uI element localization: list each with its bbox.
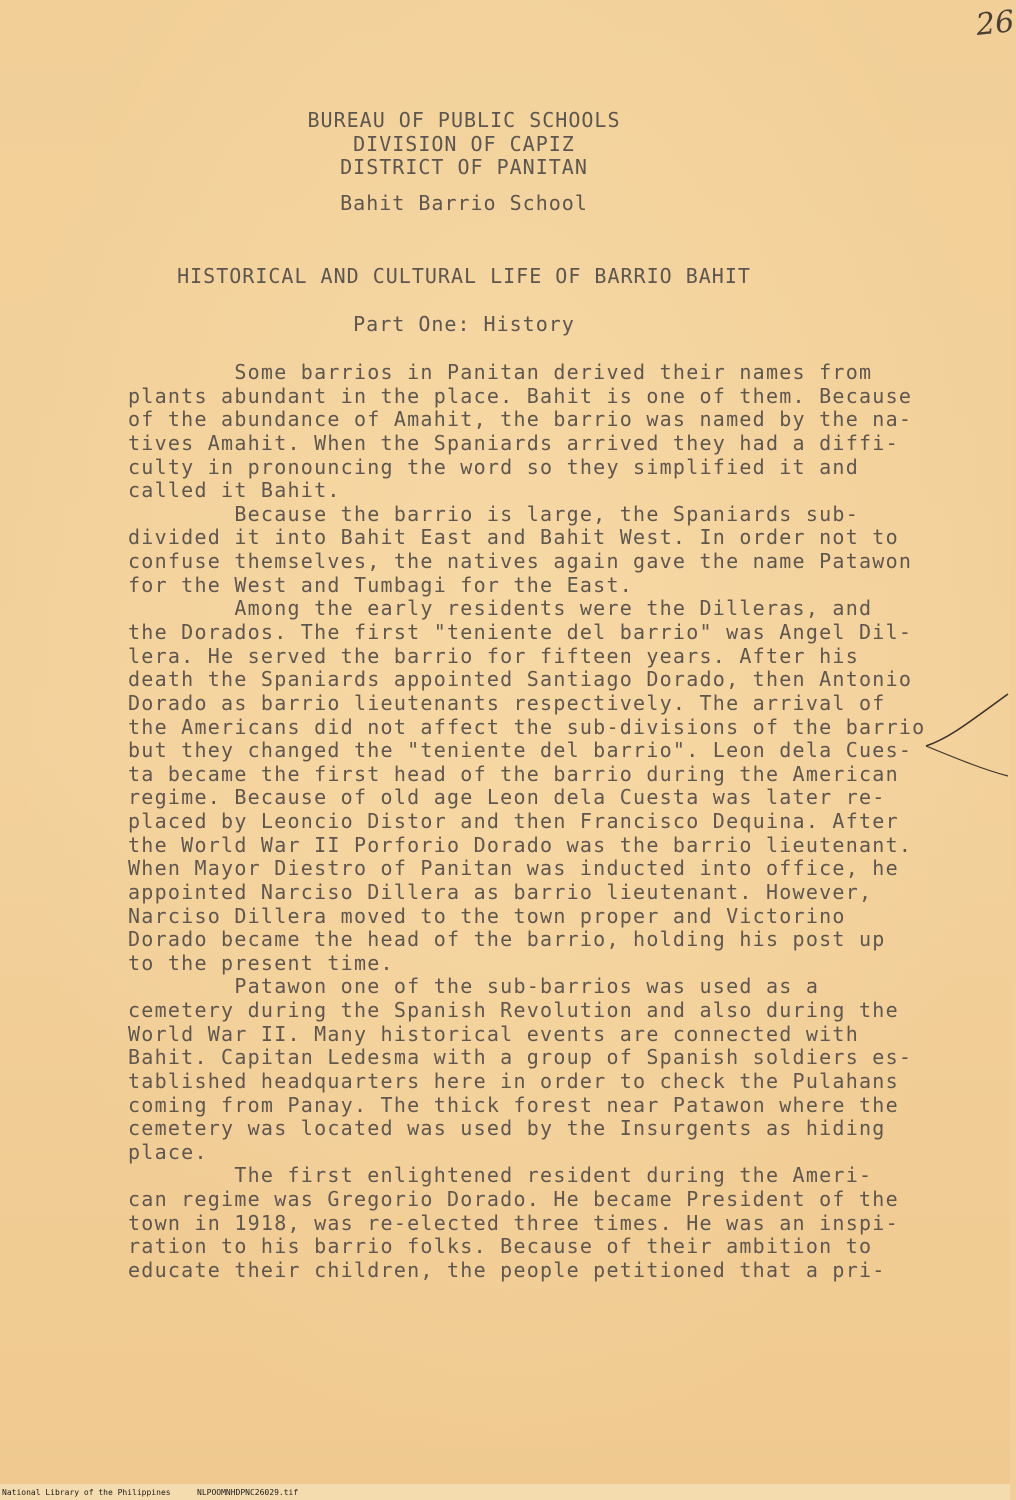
body-line: Among the early residents were the Dilleras, and xyxy=(128,596,873,621)
part-title: Part One: History xyxy=(353,312,575,336)
body-line: ration to his barrio folks. Because of their ambition to xyxy=(128,1234,873,1259)
body-line: but they changed the "teniente del barrio". Leon dela Cues- xyxy=(128,738,913,763)
footer-library: National Library of the Philippines xyxy=(2,1488,171,1497)
body-line: Some barrios in Panitan derived their names from xyxy=(128,360,873,384)
body-line: cemetery during the Spanish Revolution and also during the xyxy=(128,998,899,1022)
body-line: plants abundant in the place. Bahit is one of them. Because xyxy=(128,383,913,408)
body-line: Patawon one of the sub-barrios was used as a xyxy=(128,974,820,999)
body-line: death the Spaniards appointed Santiago Dorado, then Antonio xyxy=(128,667,913,692)
body-line: educate their children, the people petitioned that a pri- xyxy=(128,1257,886,1282)
body-line: confuse themselves, the natives again gave the name Patawon xyxy=(128,549,913,573)
body-line: town in 1918, was re-elected three times. He was an inspi- xyxy=(128,1210,899,1235)
body-line: divided it into Bahit East and Bahit West. In order not to xyxy=(128,525,899,550)
body-line: When Mayor Diestro of Panitan was inducted into office, he xyxy=(128,856,899,881)
body-line: tablished headquarters here in order to check the Pulahans xyxy=(128,1068,899,1093)
header-bureau: BUREAU OF PUBLIC SCHOOLS xyxy=(307,108,621,132)
header-division: DIVISION OF CAPIZ xyxy=(353,132,575,156)
body-line: the World War II Porforio Dorado was the barrio lieutenant. xyxy=(128,832,913,857)
body-line: Dorado became the head of the barrio, holding his post up xyxy=(128,927,886,952)
body-line: place. xyxy=(128,1139,208,1164)
document-title: HISTORICAL AND CULTURAL LIFE OF BARRIO BAHIT xyxy=(177,264,751,288)
body-line: Bahit. Capitan Ledesma with a group of Spanish soldiers es- xyxy=(128,1045,913,1070)
body-line: to the present time. xyxy=(128,950,394,975)
body-line: World War II. Many historical events are connected with xyxy=(128,1021,860,1046)
body-line: placed by Leoncio Distor and then Francisco Dequina. After xyxy=(128,809,899,833)
page-number: 26 xyxy=(974,4,1016,43)
header-district: DISTRICT OF PANITAN xyxy=(340,155,588,179)
body-line: Dorado as barrio lieutenants respectively. The arrival of xyxy=(128,690,886,715)
footer-filename: NLPOOMNHDPNC26029.tif xyxy=(197,1488,299,1497)
body-line: lera. He served the barrio for fifteen years. After his xyxy=(128,643,860,668)
body-line: cemetery was located was used by the Insurgents as hiding xyxy=(128,1116,886,1141)
body-line: the Dorados. The first "teniente del barrio" was Angel Dil- xyxy=(128,619,913,644)
body-line: regime. Because of old age Leon dela Cuesta was later re- xyxy=(128,785,886,810)
body-line: for the West and Tumbagi for the East. xyxy=(128,572,634,597)
body-line: of the abundance of Amahit, the barrio was named by the na- xyxy=(128,407,913,432)
body-line: appointed Narciso Dillera as barrio lieutenant. However, xyxy=(128,879,873,904)
header-school: Bahit Barrio School xyxy=(340,191,588,215)
body-line: The first enlightened resident during the Ameri- xyxy=(128,1163,873,1188)
body-line: ta became the first head of the barrio during the American xyxy=(128,761,899,786)
body-line: Because the barrio is large, the Spaniards sub- xyxy=(128,501,860,526)
body-line: culty in pronouncing the word so they simplified it and xyxy=(128,454,860,479)
body-line: can regime was Gregorio Dorado. He became President of the xyxy=(128,1187,899,1211)
body-line: tives Amahit. When the Spaniards arrived they had a diffi- xyxy=(128,430,899,455)
body-line: Narciso Dillera moved to the town proper and Victorino xyxy=(128,903,846,928)
body-line: called it Bahit. xyxy=(128,478,341,503)
body-line: the Americans did not affect the sub-divisions of the barrio xyxy=(128,714,926,739)
body-line: coming from Panay. The thick forest near Patawon where the xyxy=(128,1092,899,1117)
